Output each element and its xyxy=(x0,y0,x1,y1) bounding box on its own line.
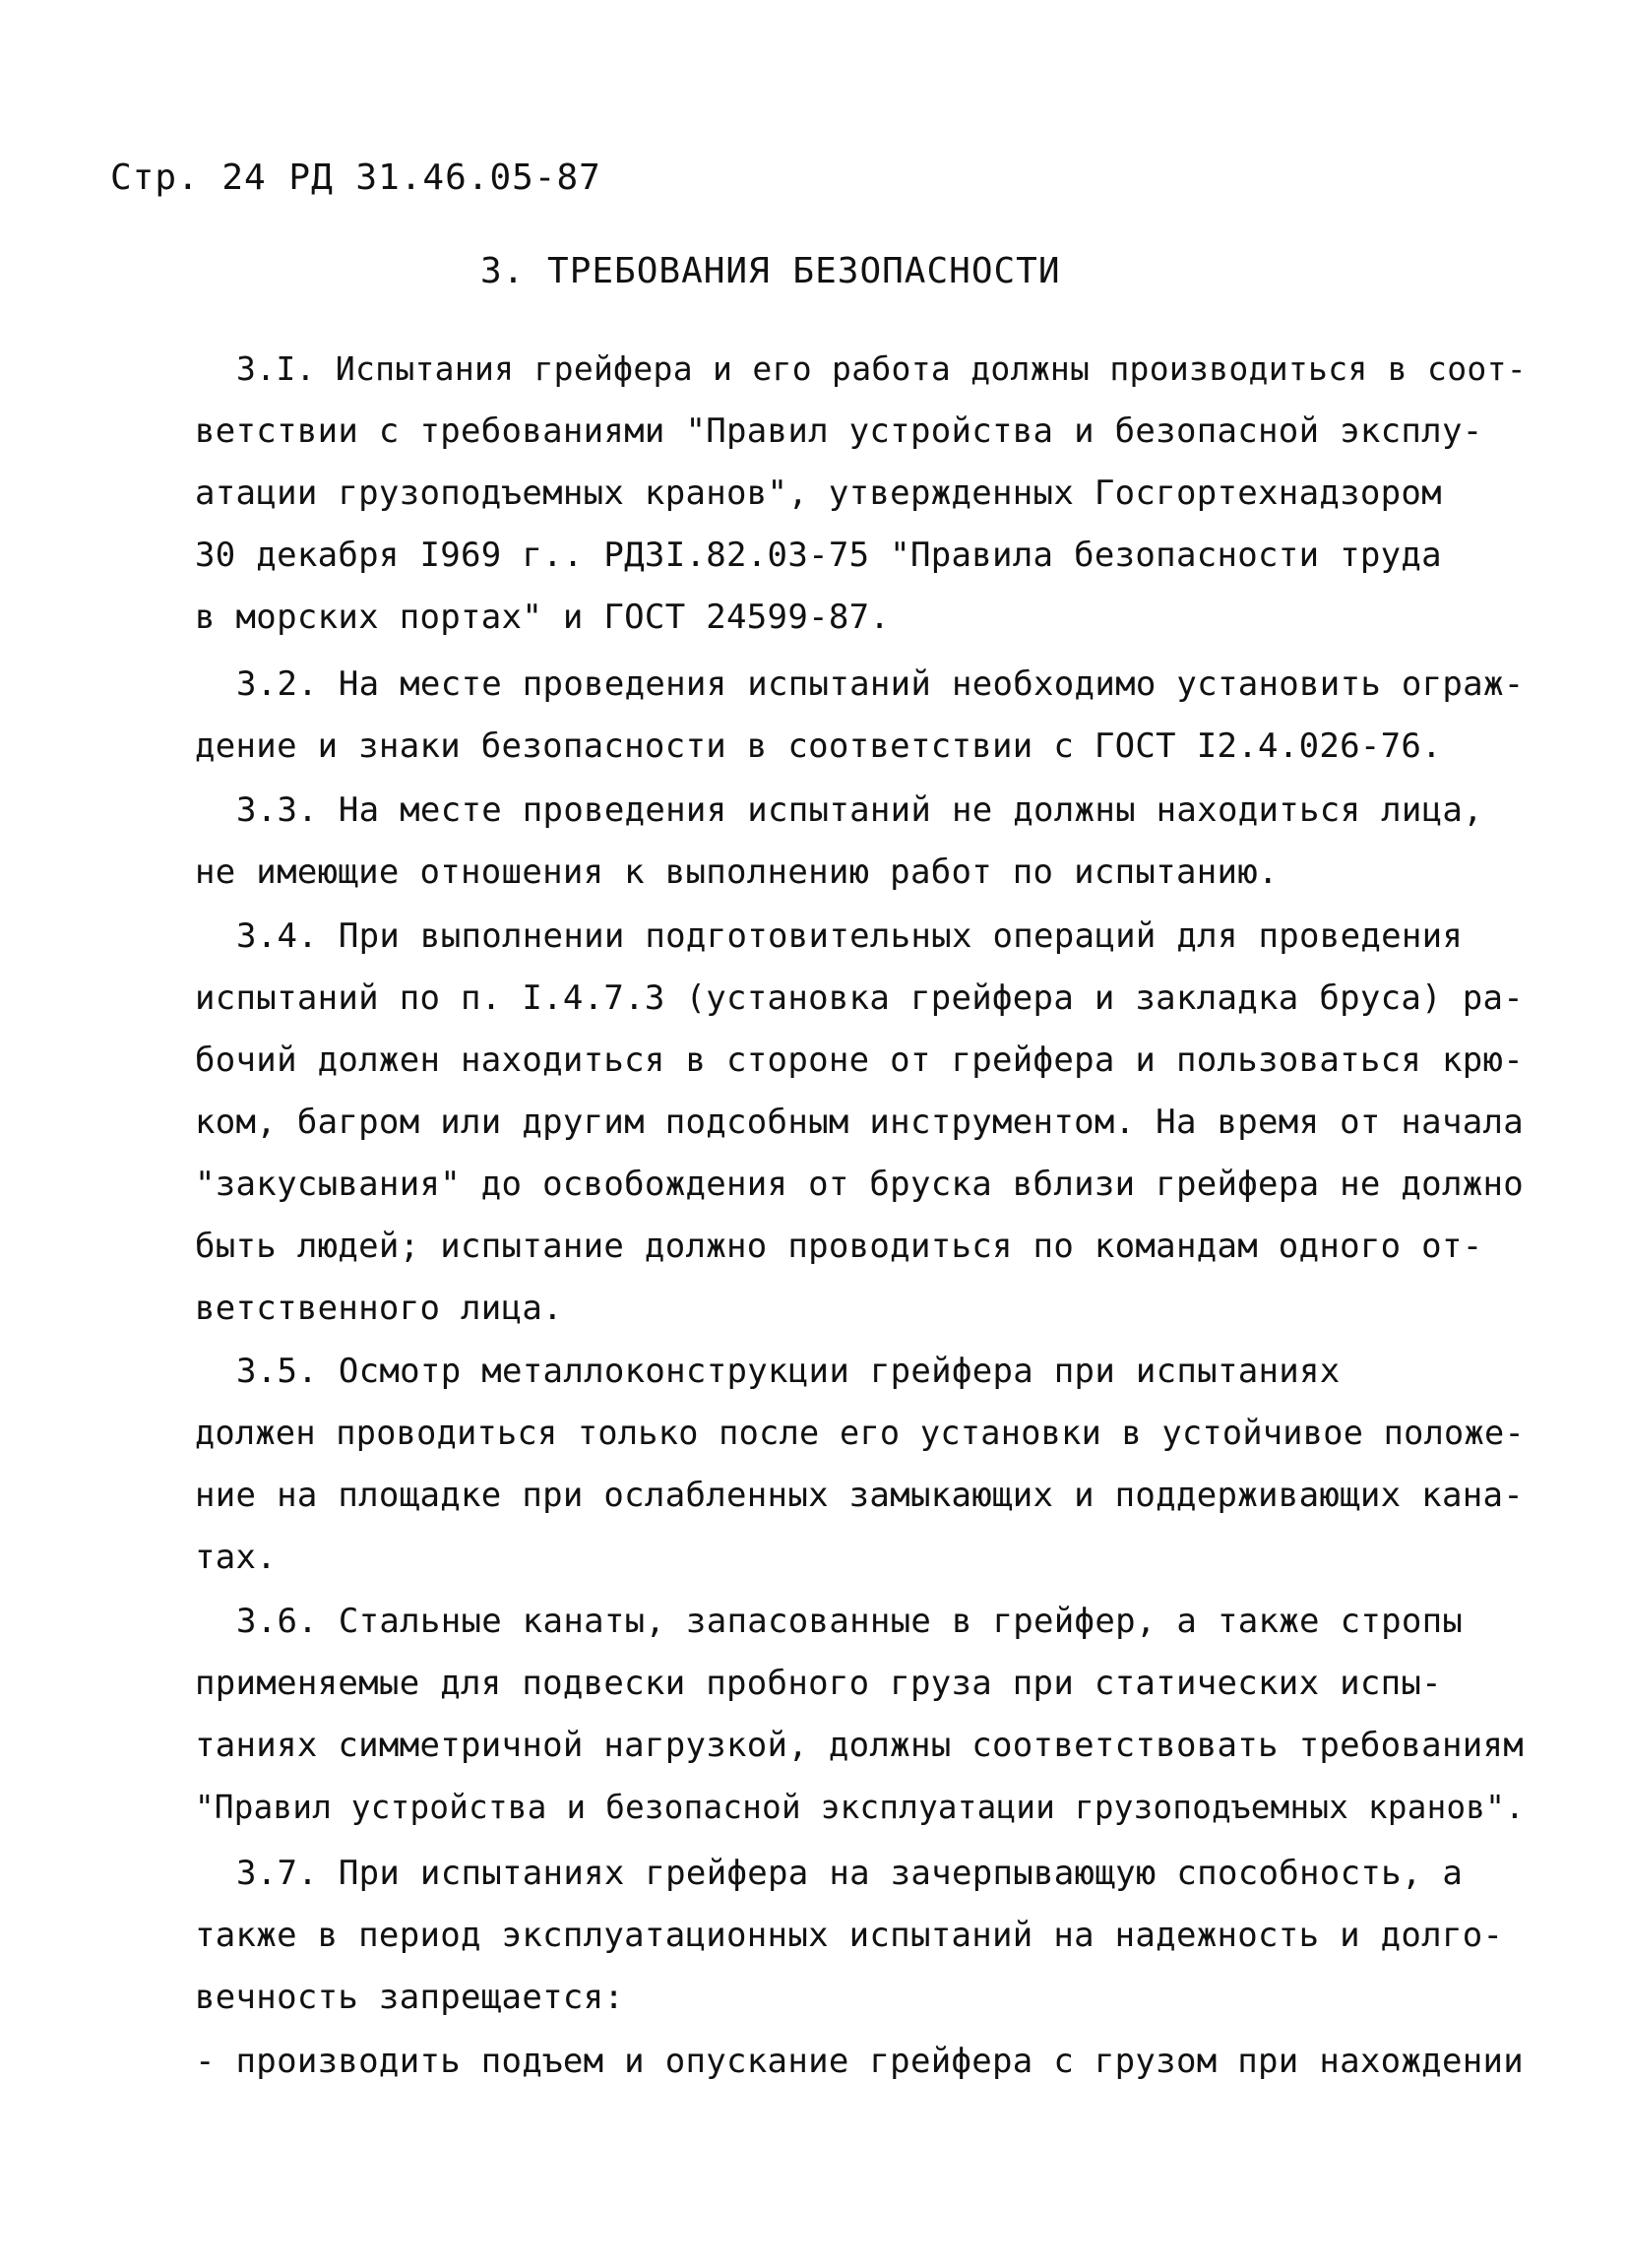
paragraph-line: 30 декабря I969 г.. РДЗI.82.03-75 "Правила безопасности труда xyxy=(195,536,1442,575)
paragraph-line: атации грузоподъемных кранов", утвержденных Госгортехнадзором xyxy=(195,473,1442,513)
paragraph-line: ветствии с требованиями "Правил устройства и безопасной эксплу- xyxy=(195,411,1483,451)
paragraph-line: испытаний по п. I.4.7.3 (установка грейфера и закладка бруса) ра- xyxy=(195,978,1525,1018)
paragraph-line: должен проводиться только после его установки в устойчивое положе- xyxy=(195,1414,1525,1452)
paragraph-line: вечность запрещается: xyxy=(195,1978,625,2017)
paragraph-line: быть людей; испытание должно проводиться по командам одного от- xyxy=(195,1227,1483,1266)
paragraph-line: также в период эксплуатационных испытаний на надежность и долго- xyxy=(195,1916,1504,1955)
paragraph-line: 3.6. Стальные канаты, запасованные в грейфер, а также стропы xyxy=(236,1602,1464,1641)
paragraph-line: 3.I. Испытания грейфера и его работа должны производиться в соот- xyxy=(236,349,1527,388)
paragraph-line: ветственного лица. xyxy=(195,1289,563,1328)
paragraph-line: в морских портах" и ГОСТ 24599-87. xyxy=(195,598,891,637)
paragraph-line: дение и знаки безопасности в соответствии с ГОСТ I2.4.026-76. xyxy=(195,726,1442,766)
page-header: Стр. 24 РД 31.46.05-87 xyxy=(110,158,601,198)
paragraph-line: применяемые для подвески пробного груза при статических испы- xyxy=(195,1664,1442,1703)
paragraph-line: 3.3. На месте проведения испытаний не должны находиться лица, xyxy=(236,790,1483,830)
paragraph-line: бочий должен находиться в стороне от грейфера и пользоваться крю- xyxy=(195,1040,1525,1080)
paragraph-line: "Правил устройства и безопасной эксплуатации грузоподъемных кранов". xyxy=(195,1789,1525,1826)
paragraph-line: не имеющие отношения к выполнению работ по испытанию. xyxy=(195,852,1279,892)
paragraph-line: 3.4. При выполнении подготовительных операций для проведения xyxy=(236,916,1464,956)
paragraph-line: тах. xyxy=(195,1538,278,1577)
paragraph-line: ком, багром или другим подсобным инструментом. На время от начала xyxy=(195,1102,1525,1142)
paragraph-line: 3.5. Осмотр металлоконструкции грейфера при испытаниях xyxy=(236,1352,1341,1391)
paragraph-line: 3.2. На месте проведения испытаний необходимо установить ограж- xyxy=(236,664,1525,704)
paragraph-line: ние на площадке при ослабленных замыкающих и поддерживающих кана- xyxy=(195,1476,1525,1515)
paragraph-line: "закусывания" до освобождения от бруска вблизи грейфера не должно xyxy=(195,1165,1525,1204)
section-title: 3. ТРЕБОВАНИЯ БЕЗОПАСНОСТИ xyxy=(480,251,1061,291)
paragraph-line: таниях симметричной нагрузкой, должны соответствовать требованиям xyxy=(195,1726,1525,1765)
list-item-line: - производить подъем и опускание грейфера с грузом при нахождении xyxy=(195,2042,1525,2081)
paragraph-line: 3.7. При испытаниях грейфера на зачерпывающую способность, а xyxy=(236,1854,1464,1893)
